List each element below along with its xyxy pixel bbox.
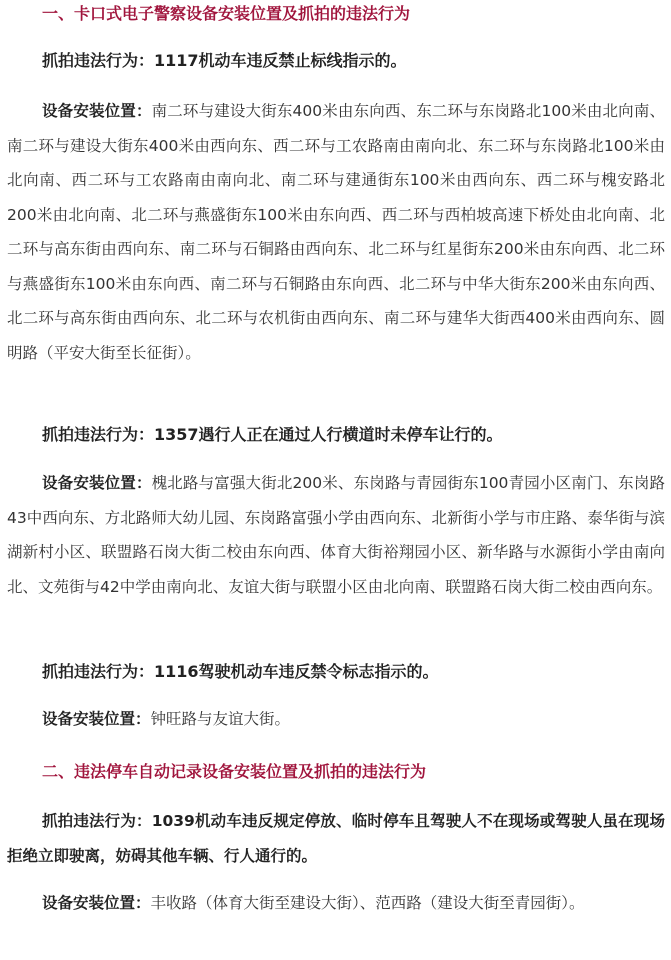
violation-text: 1117机动车违反禁止标线指示的。	[154, 51, 407, 70]
location-text: 槐北路与富强大街北200米、东岗路与青园街东100青园小区南门、东岗路43中西向东、方北路师大幼儿园、东岗路富强小学由西向东、北新街小学与市庄路、泰华街与滨湖新村小区、联盟路石岗大街二校由东向西、体育大街裕翔园小区、新华路与水源街小学由南向北、文苑街与42中学由南向北、友谊大街与联盟小区由北向南、联盟路石岗大街二校由西向东。	[7, 474, 665, 596]
section-1-heading: 一、卡口式电子警察设备安装位置及抓拍的违法行为	[42, 4, 411, 23]
location-paragraph-1117	[7, 94, 665, 370]
location-text: 南二环与建设大街东400米由东向西、东二环与东岗路北100米由北向南、南二环与建设大街东400米由西向东、西二环与工农路南由南向北、东二环与东岗路北100米由北向南、西二环与工农路南由南向北、南二环与建通街东100米由西向东、西二环与槐安路北200米由北向南、北二环与燕盛街东100米由东向西、西二环与西柏坡高速下桥处由北向南、北二环与高东街由西向东、南二环与石铜路由西向东、北二环与红星街东200米由东向西、北二环与燕盛街东100米由东向西、南二环与石铜路由东向西、北二环与中华大街东200米由东向西、北二环与高东街由西向东、北二环与农机街由西向东、南二环与建华大街西400米由西向东、圆明路（平安大街至长征街）。	[7, 102, 665, 362]
section-2-heading: 二、违法停车自动记录设备安装位置及抓拍的违法行为	[42, 762, 427, 781]
location-label: 设备安装位置：	[42, 102, 152, 120]
violation-text: 1039机动车违反规定停放、临时停车且驾驶人不在现场或驾驶人虽在现场拒绝立即驶离，妨碍其他车辆、行人通行的。	[7, 812, 665, 865]
violation-label: 抓拍违法行为：	[42, 662, 155, 681]
location-text: 丰收路（体育大街至建设大街）、范西路（建设大街至青园街）。	[150, 894, 585, 912]
violation-line-1357	[42, 418, 662, 452]
violation-label: 抓拍违法行为：	[42, 51, 155, 70]
violation-text: 1357遇行人正在通过人行横道时未停车让行的。	[154, 425, 503, 444]
violation-line-1116	[42, 655, 662, 689]
location-paragraph-1116	[7, 702, 665, 737]
location-label: 设备安装位置：	[42, 894, 151, 912]
violation-paragraph-1039	[7, 804, 665, 873]
location-label: 设备安装位置：	[42, 710, 151, 728]
violation-label: 抓拍违法行为：	[42, 812, 152, 830]
location-text: 钟旺路与友谊大街。	[150, 710, 291, 728]
location-label: 设备安装位置：	[42, 474, 152, 492]
location-paragraph-1357	[7, 466, 665, 604]
location-paragraph-1039	[7, 886, 665, 921]
violation-text: 1116驾驶机动车违反禁令标志指示的。	[154, 662, 439, 681]
violation-label: 抓拍违法行为：	[42, 425, 155, 444]
violation-line-1117	[42, 44, 662, 78]
